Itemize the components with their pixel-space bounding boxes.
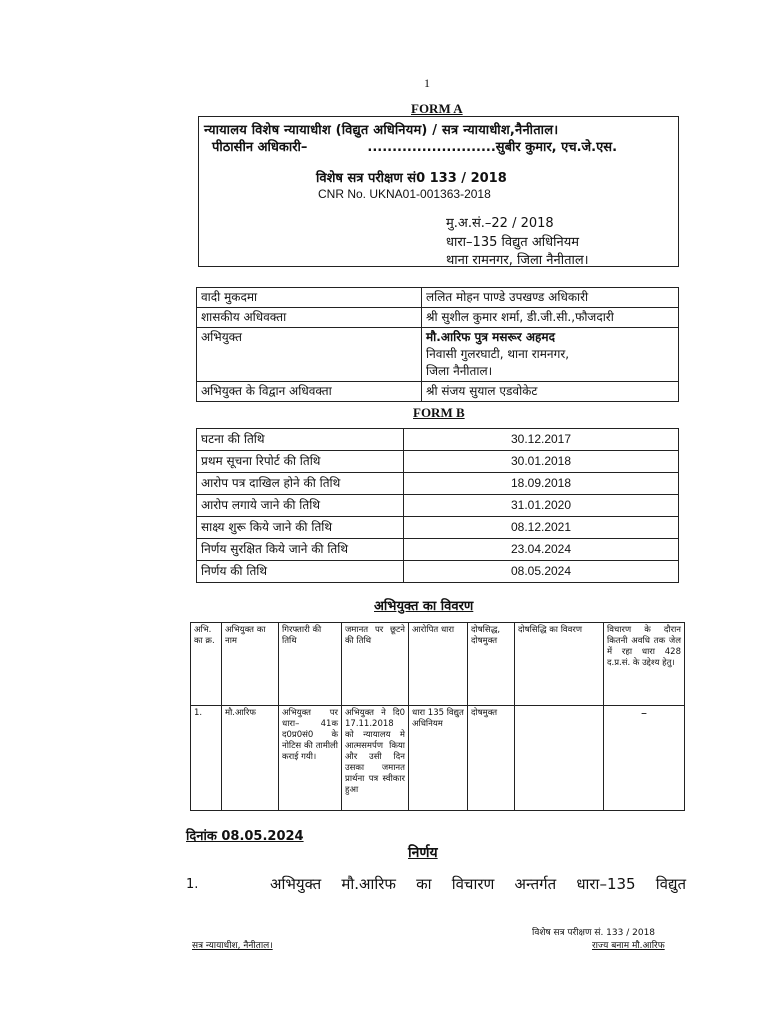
table-cell: अभियुक्त पर धारा– 41क द0प्र0सं0 के नोटिस की तामीली कराई गयी। [279,706,342,811]
parties-table [196,287,679,402]
table-row [197,308,679,328]
column-header: अभि. का क्र. [191,623,222,706]
date-value: 30.01.2018 [404,451,679,473]
column-header: आरोपित धारा [409,623,468,706]
table-cell: 1. [191,706,222,811]
date-label: निर्णय सुरक्षित किये जाने की तिथि [197,539,404,561]
accused-details-table [190,622,685,811]
party-label: शासकीय अधिवक्ता [197,308,422,328]
judgment-title: निर्णय [408,845,438,861]
column-header: विचारण के दौरान कितनी अवधि तक जेल में रहा धारा 428 द.प्र.सं. के उद्देश्य हेतु। [604,623,685,706]
table-row [191,706,685,811]
table-row [197,451,679,473]
presiding-name: ..........................सुबीर कुमार, एच.जे.एस. [367,140,618,155]
date-value: 08.12.2021 [404,517,679,539]
presiding-officer [212,137,617,155]
party-label: अभियुक्त के विद्वान अधिवक्ता [197,382,422,402]
date-label: आरोप लगाये जाने की तिथि [197,495,404,517]
column-header: दोषसिद्धि का विवरण [515,623,604,706]
date-label: घटना की तिथि [197,429,404,451]
form-a-label: FORM A [411,101,463,116]
column-header: अभियुक्त का नाम [222,623,279,706]
column-header: दोषसिद्ध, दोषमुक्त [468,623,515,706]
table-row [197,382,679,402]
judgment-date: दिनांक 08.05.2024 [186,829,304,844]
party-value: श्री सुशील कुमार शर्मा, डी.जी.सी.,फौजदारी [422,308,679,328]
party-value: ललित मोहन पाण्डे उपखण्ड अधिकारी [422,288,679,308]
paragraph-number: 1. [186,877,199,892]
footer-case-ref: विशेष सत्र परीक्षण सं. 133 / 2018 [532,928,656,938]
form-b-label: FORM B [413,405,465,420]
footer-court-ref: सत्र न्यायाधीश, नैनीताल। [192,941,273,951]
table-row [197,539,679,561]
section: धारा–135 विद्युत अधिनियम [446,235,580,250]
date-label: आरोप पत्र दाखिल होने की तिथि [197,473,404,495]
cnr-number: CNR No. UKNA01-001363-2018 [318,187,491,201]
date-value: 31.01.2020 [404,495,679,517]
date-value: 30.12.2017 [404,429,679,451]
table-row [197,473,679,495]
date-value: 23.04.2024 [404,539,679,561]
date-label: प्रथम सूचना रिपोर्ट की तिथि [197,451,404,473]
presiding-label: पीठासीन अधिकारी– [212,140,308,155]
table-cell: मौ.आरिफ [222,706,279,811]
police-station: थाना रामनगर, जिला नैनीताल। [446,253,589,268]
date-value: 18.09.2018 [404,473,679,495]
date-value: 08.05.2024 [404,561,679,583]
table-row [197,495,679,517]
party-label: अभियुक्त [197,328,422,382]
column-header: गिरफ्तारी की तिथि [279,623,342,706]
court-name: न्यायालय विशेष न्यायाधीश (विद्युत अधिनियम) / सत्र न्यायाधीश,नैनीताल। [204,123,559,138]
date-label: निर्णय की तिथि [197,561,404,583]
column-header: जमानत पर छूटने की तिथि [342,623,409,706]
table-row [197,288,679,308]
accused-details-heading: अभियुक्त का विवरण [374,599,474,614]
table-cell: धारा 135 विद्युत अधिनियम [409,706,468,811]
table-row [197,561,679,583]
table-cell: दोषमुक्त [468,706,515,811]
table-cell: अभियुक्त ने दि0 17.11.2018 को न्यायालय मे आत्मसमर्पण किया और उसी दिन उसका जमानत प्रार्थना पत्र स्वीकार हुआ [342,706,409,811]
dates-table [196,428,679,583]
page-number: 1 [424,76,430,90]
case-number: विशेष सत्र परीक्षण सं0 133 / 2018 [316,171,507,186]
table-row [197,328,679,382]
table-cell: – [604,706,685,811]
table-header-row [191,623,685,706]
footer-parties-ref: राज्य बनाम मौ.आरिफ [592,941,665,951]
table-row [197,429,679,451]
crime-number: मु.अ.सं.–22 / 2018 [446,216,554,231]
table-row [197,517,679,539]
party-value: श्री संजय सुयाल एडवोकेट [422,382,679,402]
date-label: साक्ष्य शुरू किये जाने की तिथि [197,517,404,539]
paragraph-text: अभियुक्त मौ.आरिफ का विचारण अन्तर्गत धारा–135 विद्युत [270,875,686,893]
party-label: वादी मुकदमा [197,288,422,308]
party-value: मौ.आरिफ पुत्र मसरूर अहमद निवासी गुलरघाटी, थाना रामनगर, जिला नैनीताल। [422,328,679,382]
table-cell [515,706,604,811]
